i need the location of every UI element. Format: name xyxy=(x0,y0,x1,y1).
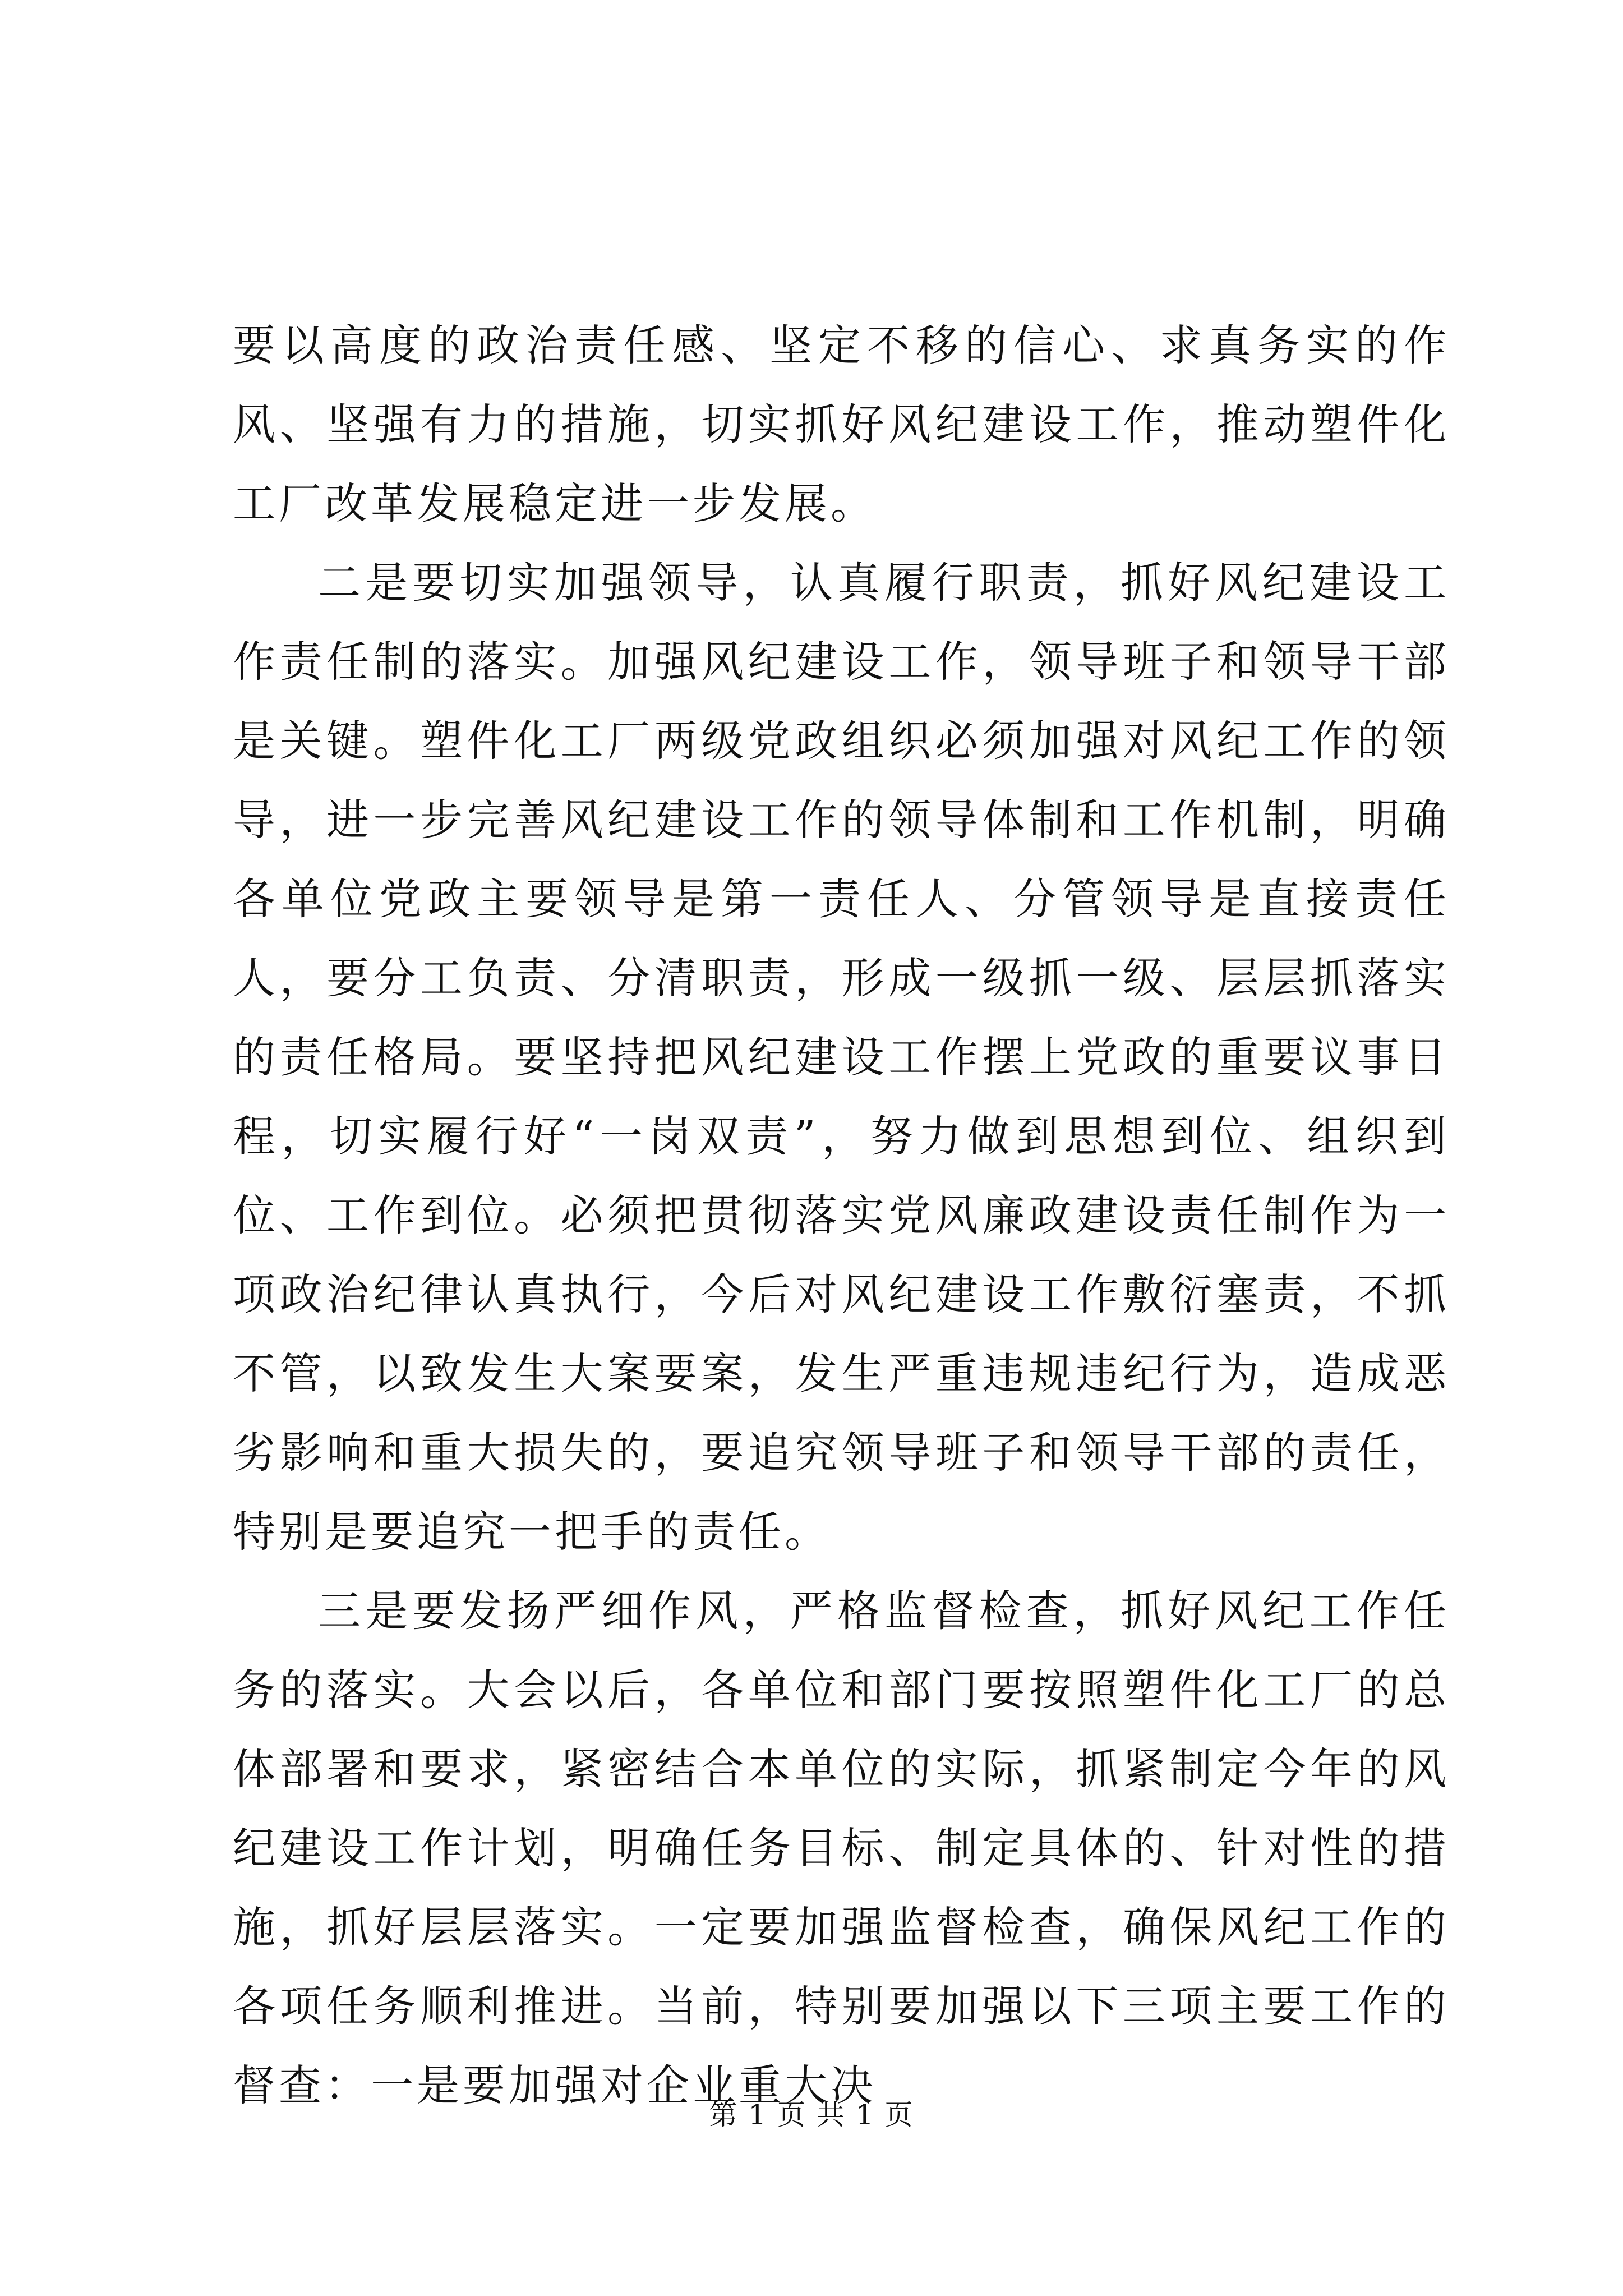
paragraph-two: 二是要切实加强领导，认真履行职责，抓好风纪建设工作责任制的落实。加强风纪建设工作，领导班子和领导干部是关键。塑件化工厂两级党政组织必须加强对风纪工作的领导，进一步完善风纪建设工作的领导体制和工作机制，明确各单位党政主要领导是第一责任人、分管领导是直接责任人，要分工负责、分清职责，形成一级抓一级、层层抓落实的责任格局。要坚持把风纪建设工作摆上党政的重要议事日程，切实履行好“一岗双责”，努力做到思想到位、组织到位、工作到位。必须把贯彻落实党风廉政建设责任制作为一项政治纪律认真执行，今后对风纪建设工作敷衍塞责，不抓不管，以致发生大案要案，发生严重违规违纪行为，造成恶劣影响和重大损失的，要追究领导班子和领导干部的责任，特别是要追究一把手的责任。 xyxy=(233,558,1450,1557)
page-footer: 第 1 页 共 1 页 xyxy=(709,2099,914,2131)
paragraph-continuation: 要以高度的政治责任感、坚定不移的信心、求真务实的作风、坚强有力的措施，切实抓好风纪建设工作，推动塑件化工厂改革发展稳定进一步发展。 xyxy=(233,320,1450,528)
paragraph-three: 三是要发扬严细作风，严格监督检查，抓好风纪工作任务的落实。大会以后，各单位和部门要按照塑件化工厂的总体部署和要求，紧密结合本单位的实际，抓紧制定今年的风纪建设工作计划，明确任务目标、制定具体的、针对性的措施，抓好层层落实。一定要加强监督检查，确保风纪工作的各项任务顺利推进。当前，特别要加强以下三项主要工作的督查：一是要加强对企业重大决 xyxy=(233,1586,1450,2110)
document-body xyxy=(233,306,1450,2125)
